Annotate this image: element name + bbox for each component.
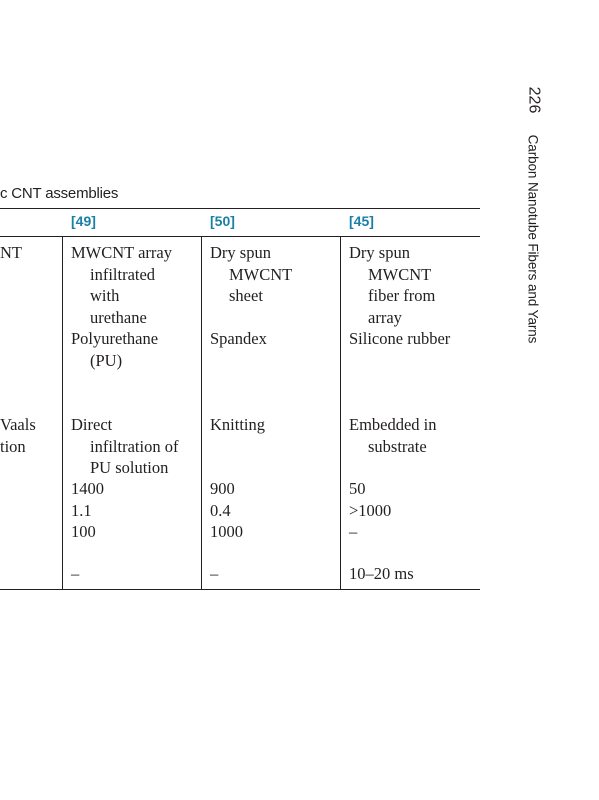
table-bottom-rule — [0, 589, 480, 590]
value-cell: – — [210, 564, 219, 583]
table-top-rule — [0, 208, 480, 209]
substrate-cell: Silicone rubber — [349, 329, 451, 348]
substrate-cell: Spandex — [210, 329, 267, 348]
reference-link-50[interactable]: [50] — [210, 213, 235, 229]
material-cell: Dry spun MWCNT fiber from array — [349, 243, 436, 327]
column-divider — [340, 237, 341, 590]
truncated-cell: NT — [0, 243, 22, 262]
process-cell: Knitting — [210, 415, 266, 434]
value-cell: 10–20 ms — [349, 564, 414, 583]
material-cell: MWCNT array infiltrated with urethane — [71, 243, 172, 327]
material-cell: Dry spun MWCNT sheet — [210, 243, 293, 305]
process-cell: Embedded in substrate — [349, 415, 437, 456]
value-cell: 50 >1000 – — [349, 479, 392, 541]
page-number: 226 — [525, 86, 543, 114]
table-caption: c CNT assemblies — [0, 185, 119, 202]
truncated-cell: Vaals tion — [0, 415, 36, 456]
table-header-rule — [0, 236, 480, 237]
value-cell: – — [71, 564, 80, 583]
value-cell: 1400 1.1 100 — [71, 479, 104, 541]
column-divider — [62, 237, 63, 590]
reference-link-45[interactable]: [45] — [349, 213, 374, 229]
substrate-cell: Polyurethane (PU) — [71, 329, 159, 370]
reference-link-49[interactable]: [49] — [71, 213, 96, 229]
value-cell: 900 0.4 1000 — [210, 479, 243, 541]
running-head: Carbon Nanotube Fibers and Yarns — [525, 134, 541, 344]
process-cell: Direct infiltration of PU solution — [71, 415, 179, 477]
column-divider — [201, 237, 202, 590]
